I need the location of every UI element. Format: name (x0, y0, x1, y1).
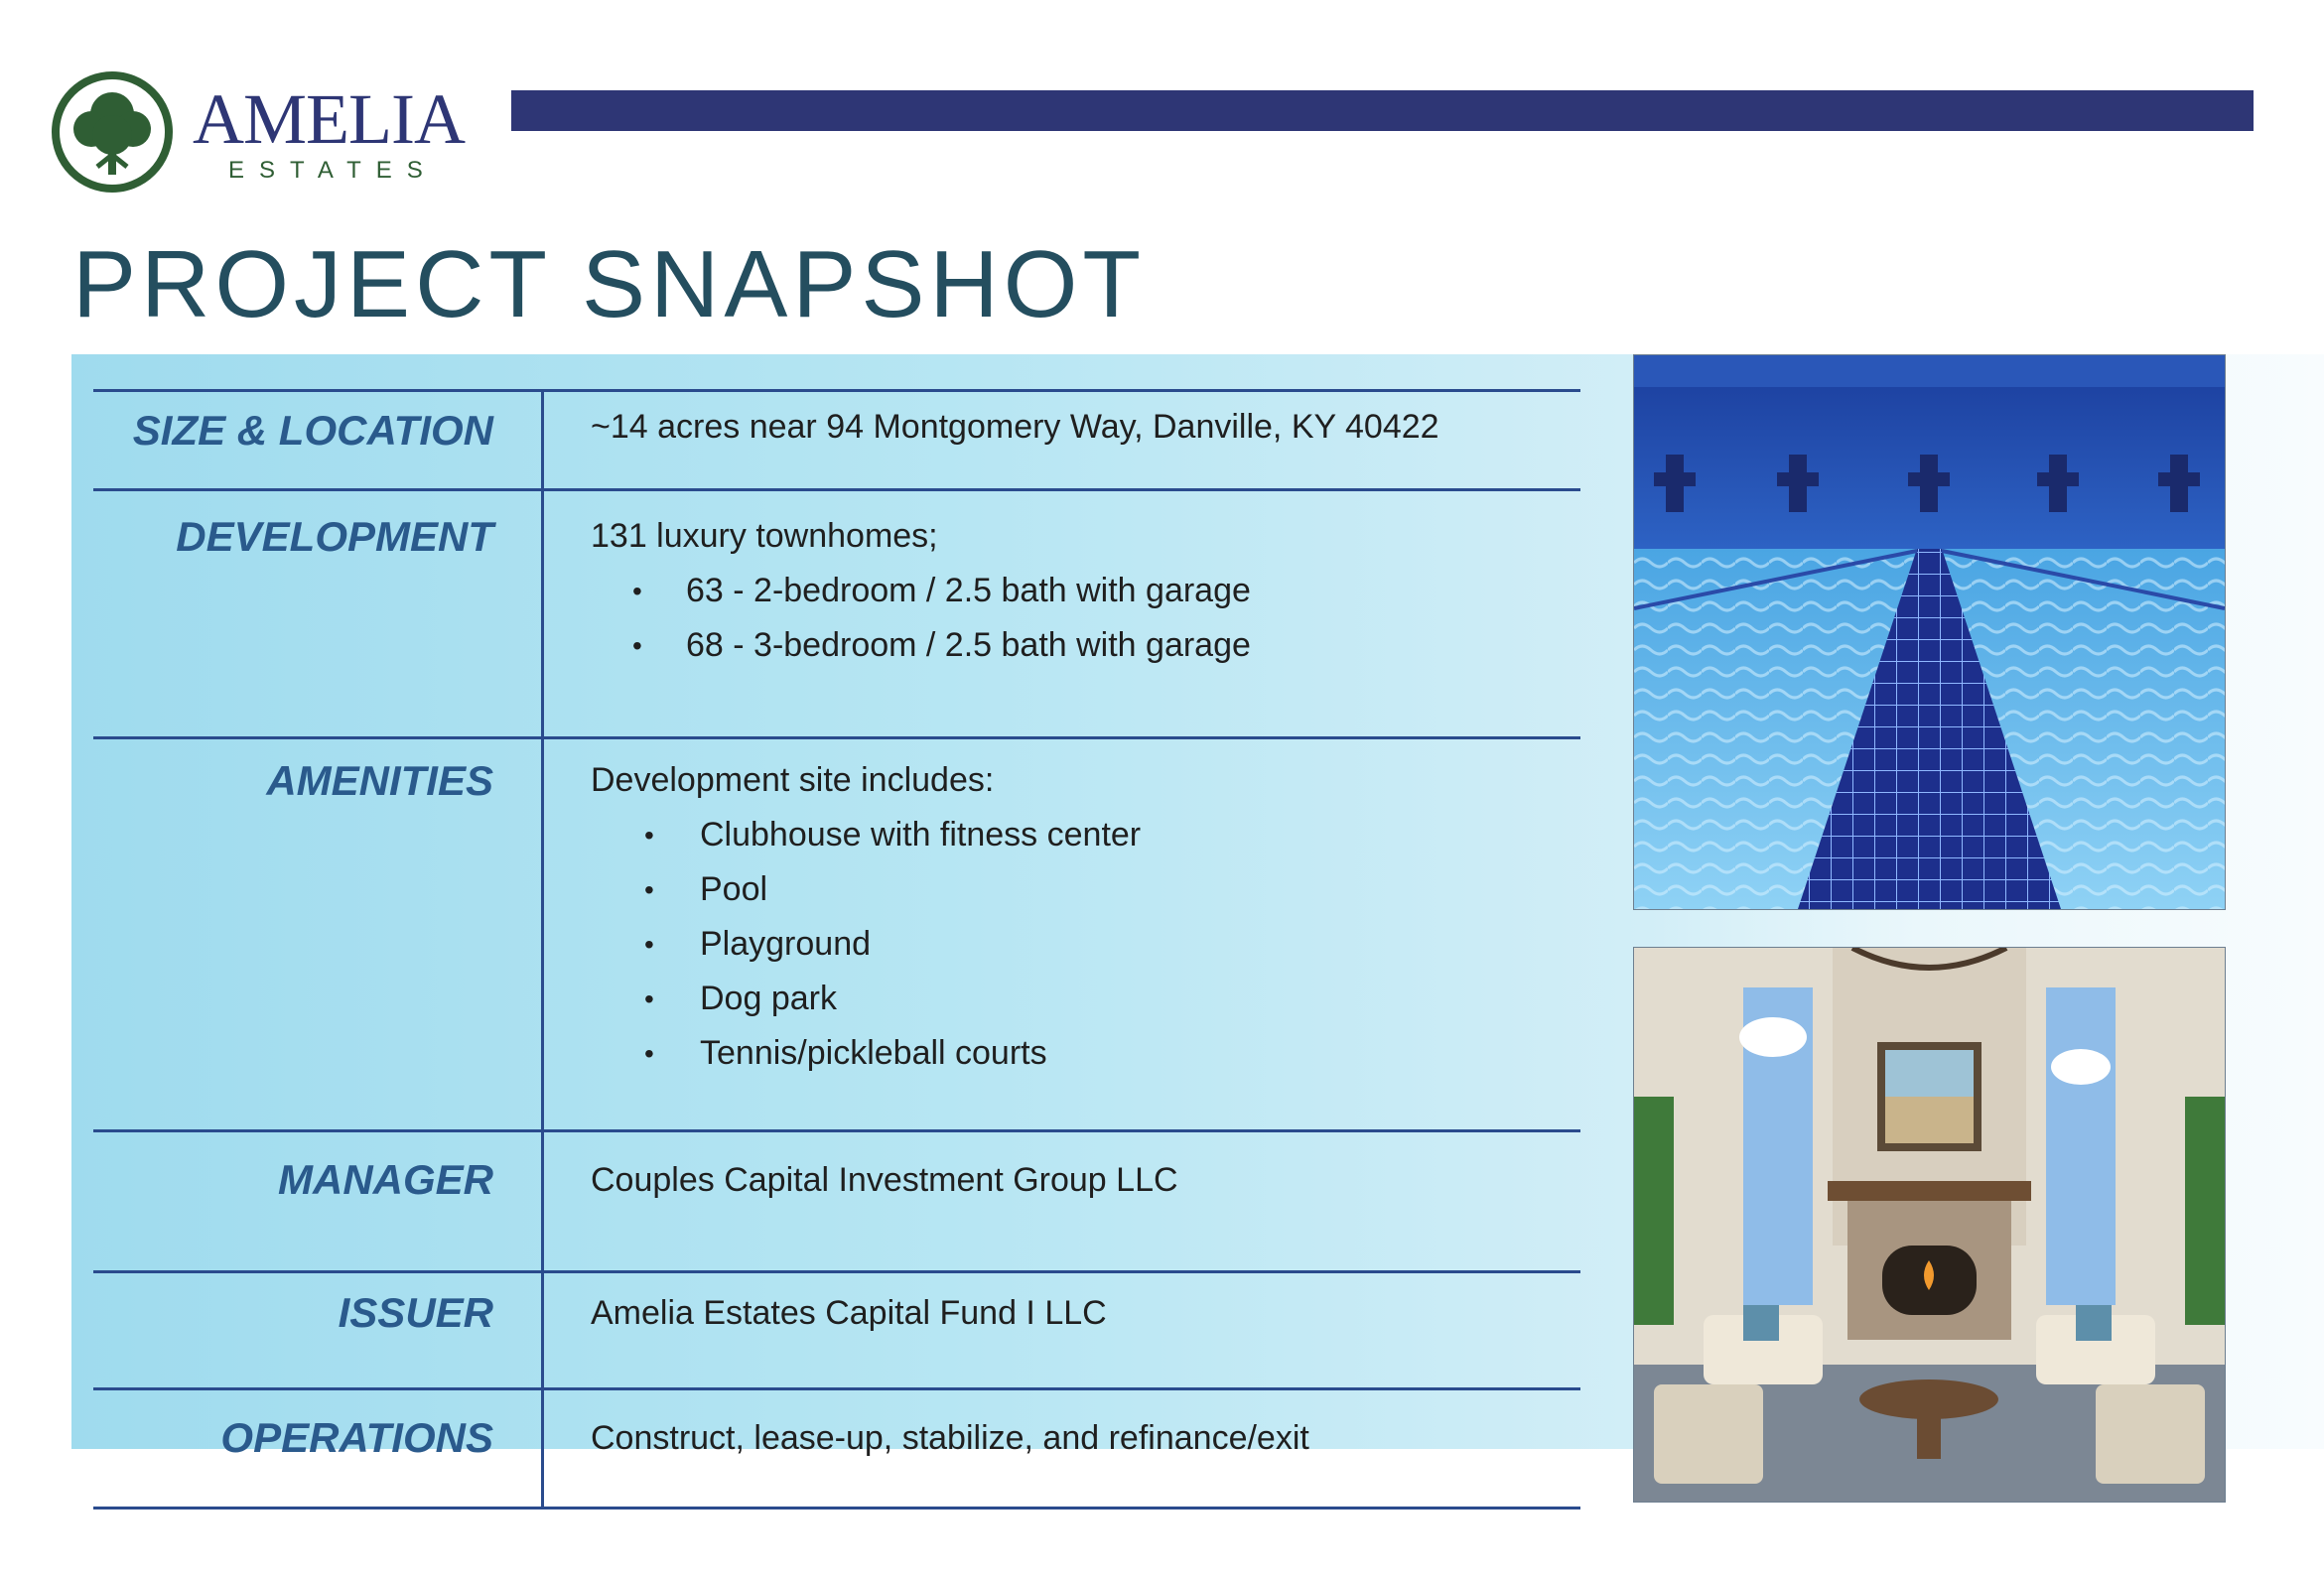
row-label: ISSUER (338, 1289, 493, 1336)
row-label: OPERATIONS (220, 1414, 493, 1461)
tree-icon (50, 69, 175, 195)
list-item: • Dog park (591, 972, 1580, 1026)
pool-lane-photo (1633, 354, 2226, 910)
row-value: 131 luxury townhomes; (591, 517, 938, 555)
table-row-development (93, 490, 1580, 738)
row-label: DEVELOPMENT (176, 513, 493, 560)
bullet-list (591, 564, 1580, 673)
snapshot-table (93, 389, 1580, 1509)
list-item: • 63 - 2-bedroom / 2.5 bath with garage (591, 564, 1580, 618)
row-value: Amelia Estates Capital Fund I LLC (591, 1294, 1107, 1332)
table-row-amenities (93, 738, 1580, 1131)
clubhouse-fireplace-photo (1633, 947, 2226, 1503)
row-label: MANAGER (278, 1156, 493, 1203)
row-label: AMENITIES (266, 757, 493, 804)
brand-logo (50, 69, 486, 198)
brand-subtitle: ESTATES (228, 157, 438, 184)
row-value: Development site includes: (591, 761, 995, 799)
row-label: SIZE & LOCATION (132, 407, 493, 454)
page-title: PROJECT SNAPSHOT (72, 231, 1147, 337)
list-item: • Playground (591, 917, 1580, 972)
table-row-operations (93, 1389, 1580, 1509)
table-row-size-location (93, 391, 1580, 490)
table-row-issuer (93, 1272, 1580, 1389)
header-accent-bar (511, 90, 2254, 131)
list-item: • Clubhouse with fitness center (591, 808, 1580, 862)
list-item: • Tennis/pickleball courts (591, 1026, 1580, 1081)
row-value: ~14 acres near 94 Montgomery Way, Danville, KY 40422 (591, 408, 1439, 446)
list-item: • Pool (591, 862, 1580, 917)
table-row-manager (93, 1131, 1580, 1272)
row-value: Construct, lease-up, stabilize, and refinance/exit (591, 1419, 1309, 1457)
brand-name: AMELIA (193, 79, 465, 159)
list-item: • 68 - 3-bedroom / 2.5 bath with garage (591, 618, 1580, 673)
row-value: Couples Capital Investment Group LLC (591, 1161, 1178, 1199)
bullet-list (591, 808, 1580, 1081)
